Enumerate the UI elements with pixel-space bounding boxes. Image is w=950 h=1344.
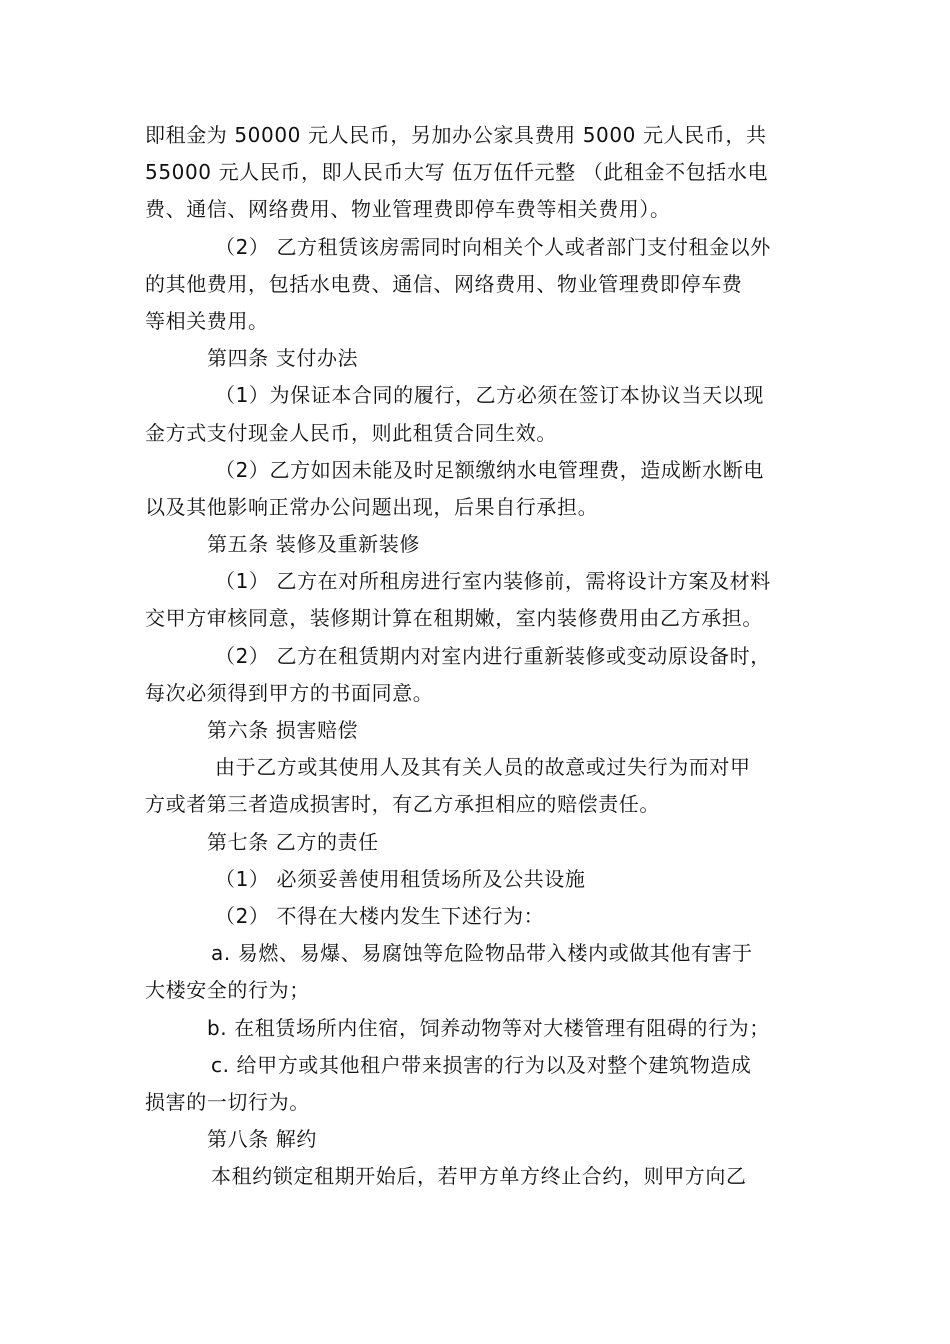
paragraph-line: 的其他费用，包括水电费、通信、网络费用、物业管理费即停车费	[145, 271, 743, 296]
paragraph-line: （1） 必须妥善使用租赁场所及公共设施	[215, 866, 586, 891]
paragraph-line: （2） 不得在大楼内发生下述行为：	[215, 903, 545, 928]
paragraph-line: 交甲方审核同意，装修期计算在租期嫩，室内装修费用由乙方承担。	[145, 606, 763, 631]
paragraph-line: 大楼安全的行为；	[145, 978, 310, 1003]
paragraph-line: （2） 乙方在租赁期内对室内进行重新装修或变动原设备时，	[215, 643, 771, 668]
paragraph-line: 方或者第三者造成损害时，有乙方承担相应的赔偿责任。	[145, 792, 660, 817]
paragraph-line: 本租约锁定租期开始后，若甲方单方终止合约，则甲方向乙	[211, 1164, 747, 1189]
paragraph-line: a. 易燃、易爆、易腐蚀等危险物品带入楼内或做其他有害于	[211, 941, 753, 966]
section-heading: 第四条 支付办法	[207, 346, 359, 371]
paragraph-line: 等相关费用。	[145, 308, 269, 333]
paragraph-line: 以及其他影响正常办公问题出现，后果自行承担。	[145, 494, 599, 519]
section-heading: 第七条 乙方的责任	[207, 829, 379, 854]
paragraph-line: （2） 乙方租赁该房需同时向相关个人或者部门支付租金以外	[215, 234, 771, 259]
paragraph-line: 金方式支付现金人民币，则此租赁合同生效。	[145, 420, 557, 445]
paragraph-line: 由于乙方或其使用人及其有关人员的故意或过失行为而对甲	[215, 755, 751, 780]
paragraph-line: （1）为保证本合同的履行，乙方必须在签订本协议当天以现	[215, 383, 764, 408]
paragraph-line: （2）乙方如因未能及时足额缴纳水电管理费，造成断水断电	[215, 457, 764, 482]
paragraph-line: 费、通信、网络费用、物业管理费即停车费等相关费用）。	[145, 197, 671, 222]
paragraph-line: （1） 乙方在对所租房进行室内装修前，需将设计方案及材料	[215, 569, 771, 594]
paragraph-line: 每次必须得到甲方的书面同意。	[145, 680, 434, 705]
paragraph-line: b. 在租赁场所内住宿，饲养动物等对大楼管理有阻碍的行为；	[207, 1015, 770, 1040]
paragraph-line: 损害的一切行为。	[145, 1089, 310, 1114]
paragraph-line: c. 给甲方或其他租户带来损害的行为以及对整个建筑物造成	[211, 1052, 752, 1077]
section-heading: 第五条 装修及重新装修	[207, 532, 420, 557]
paragraph-line: 55000 元人民币，即人民币大写 伍万伍仟元整 （此租金不包括水电	[145, 160, 769, 185]
section-heading: 第六条 损害赔偿	[207, 718, 359, 742]
paragraph-line: 即租金为 50000 元人民币，另加办公家具费用 5000 元人民币，共	[145, 123, 767, 147]
section-heading: 第八条 解约	[207, 1127, 317, 1152]
document-body	[145, 117, 810, 1195]
